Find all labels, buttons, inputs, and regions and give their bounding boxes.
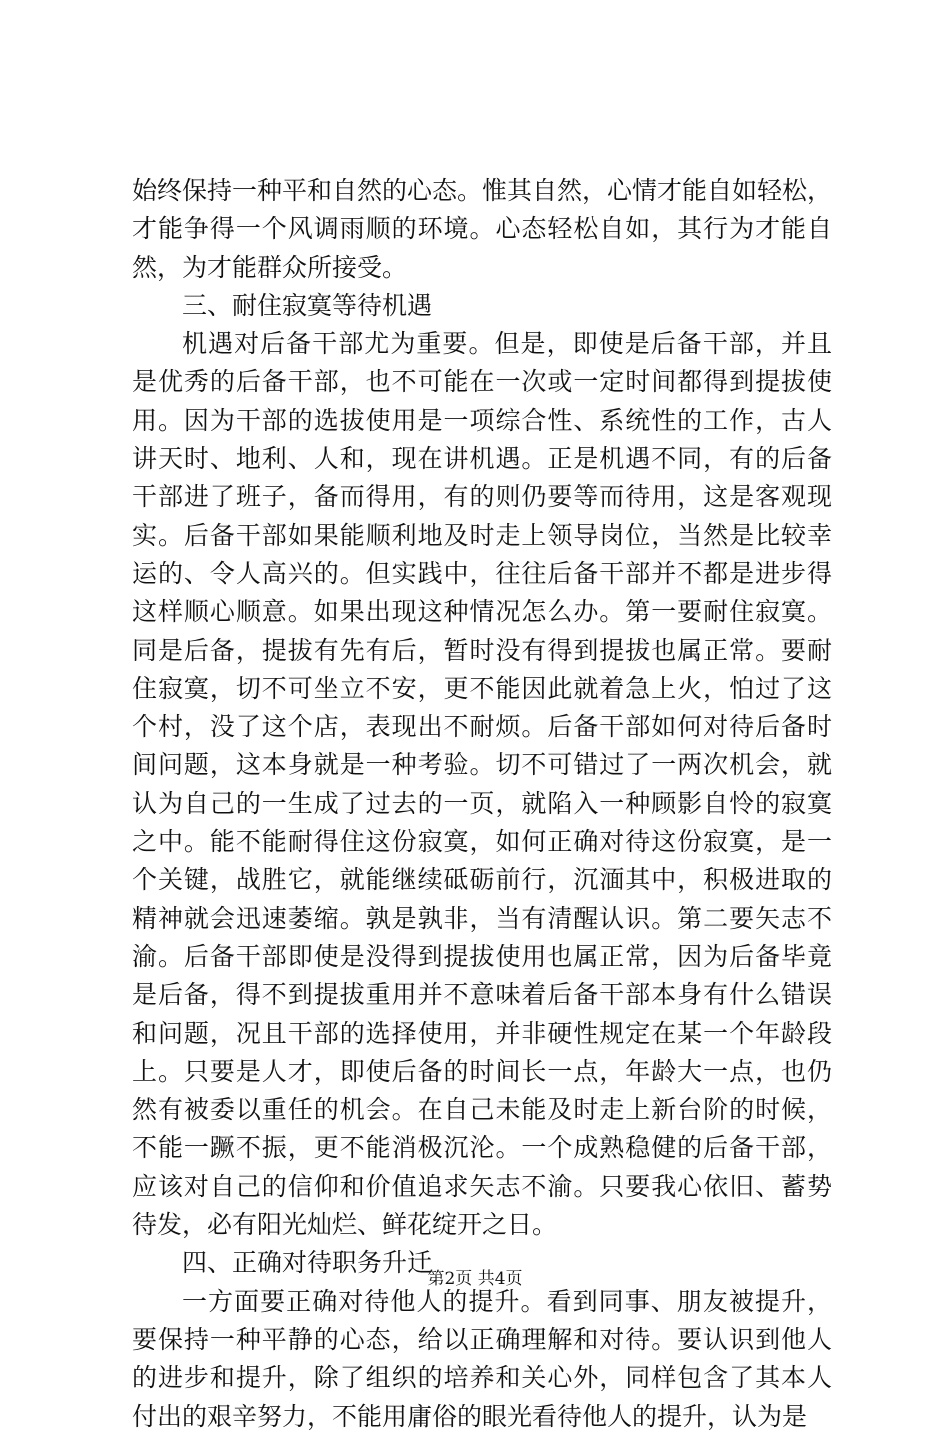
text-line: 是优秀的后备干部，也不可能在一次或一定时间都得到提拔使 (132, 367, 832, 397)
document-body (132, 172, 832, 1436)
paragraph (132, 172, 832, 287)
text-line: 认为自己的一生成了过去的一页，就陷入一种顾影自怜的寂寞 (132, 788, 832, 818)
text-line: 上。只要是人才，即使后备的时间长一点，年龄大一点，也仍 (132, 1056, 832, 1086)
text-line: 之中。能不能耐得住这份寂寞，如何正确对待这份寂寞，是一 (132, 827, 832, 857)
text-line: 用。因为干部的选拔使用是一项综合性、系统性的工作，古人 (132, 405, 832, 435)
text-line: 不能一蹶不振，更不能消极沉沦。一个成熟稳健的后备干部， (132, 1133, 832, 1163)
text-line: 个村，没了这个店，表现出不耐烦。后备干部如何对待后备时 (132, 712, 832, 742)
text-line: 机遇对后备干部尤为重要。但是，即使是后备干部，并且 (182, 329, 832, 359)
text-line: 讲天时、地利、人和，现在讲机遇。正是机遇不同，有的后备 (132, 444, 832, 474)
text-line: 应该对自己的信仰和价值追求矢志不渝。只要我心依旧、蓄势 (132, 1171, 832, 1201)
text-line: 这样顺心顺意。如果出现这种情况怎么办。第一要耐住寂寞。 (132, 597, 832, 627)
text-line: 四、正确对待职务升迁 (182, 1248, 433, 1278)
text-line: 同是后备，提拔有先有后，暂时没有得到提拔也属正常。要耐 (132, 635, 832, 665)
page-footer: 第2页 共4页 (427, 1269, 523, 1289)
text-line: 然，为才能群众所接受。 (132, 252, 408, 282)
text-line: 然有被委以重任的机会。在自己未能及时走上新台阶的时候， (132, 1095, 832, 1125)
text-line: 付出的艰辛努力，不能用庸俗的眼光看待他人的提升，认为是 (132, 1401, 808, 1431)
text-line: 个关键，战胜它，就能继续砥砺前行，沉湎其中，积极进取的 (132, 865, 832, 895)
text-line: 要保持一种平静的心态，给以正确理解和对待。要认识到他人 (132, 1324, 832, 1354)
text-line: 的进步和提升，除了组织的培养和关心外，同样包含了其本人 (132, 1363, 832, 1393)
text-line: 始终保持一种平和自然的心态。惟其自然，心情才能自如轻松， (132, 176, 833, 205)
text-line: 实。后备干部如果能顺利地及时走上领导岗位，当然是比较幸 (132, 520, 832, 550)
text-line: 渝。后备干部即使是没得到提拔使用也属正常，因为后备毕竟 (132, 941, 832, 971)
paragraph (132, 325, 832, 1244)
text-line: 是后备，得不到提拔重用并不意味着后备干部本身有什么错误 (132, 980, 832, 1010)
text-line: 运的、令人高兴的。但实践中，往往后备干部并不都是进步得 (132, 558, 832, 588)
paragraph (132, 1283, 832, 1436)
text-line: 和问题，况且干部的选择使用，并非硬性规定在某一个年龄段 (132, 1018, 832, 1048)
text-line: 间问题，这本身就是一种考验。切不可错过了一两次机会，就 (132, 750, 832, 780)
text-line: 待发，必有阳光灿烂、鲜花绽开之日。 (132, 1210, 558, 1240)
text-line: 住寂寞，切不可坐立不安，更不能因此就着急上火，怕过了这 (132, 673, 832, 703)
text-line: 三、耐住寂寞等待机遇 (182, 290, 433, 320)
text-line: 干部进了班子，备而得用，有的则仍要等而待用，这是客观现 (132, 482, 832, 512)
text-line: 精神就会迅速萎缩。孰是孰非，当有清醒认识。第二要矢志不 (132, 903, 832, 933)
section-heading (132, 287, 832, 325)
text-line: 一方面要正确对待他人的提升。看到同事、朋友被提升， (182, 1286, 832, 1316)
text-line: 才能争得一个风调雨顺的环境。心态轻松自如，其行为才能自 (132, 214, 832, 244)
